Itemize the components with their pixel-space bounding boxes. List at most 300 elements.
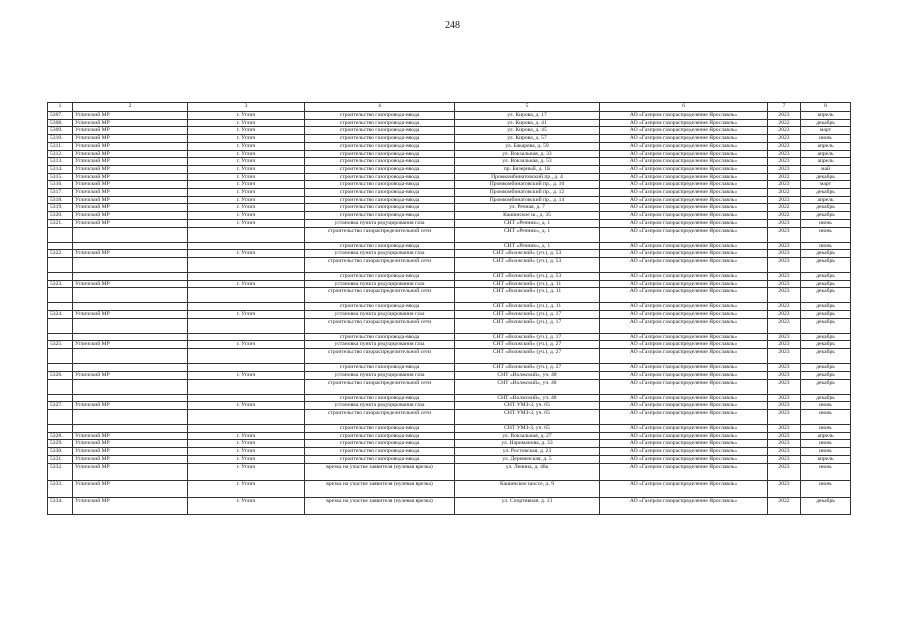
table-row [48,379,851,394]
address-cell: ул. Кирова, д. 17 [455,112,600,120]
table-row [48,212,851,220]
month-cell: декабрь [801,311,851,319]
year-cell: 2023 [768,250,801,258]
municipality-cell: Угличский МР [73,212,188,220]
address-cell: ул. Речная, д. 7 [455,204,600,212]
month-cell: декабрь [801,364,851,372]
table-row [48,455,851,463]
row-number-cell: 5332. [48,463,73,480]
municipality-cell [73,379,188,394]
month-cell: март [801,127,851,135]
settlement-cell [188,364,305,372]
header-cell: 8 [801,103,851,112]
settlement-cell: г. Углич [188,371,305,379]
address-cell: СНТ «Волжский» (уч.), д. 11 [455,288,600,303]
row-number-cell: 5333. [48,480,73,497]
row-number-cell: 5330. [48,448,73,456]
settlement-cell: г. Углич [188,173,305,181]
address-cell: СНТ «Волжский» (уч.), д. 17 [455,311,600,319]
month-cell: март [801,181,851,189]
month-cell: декабрь [801,204,851,212]
address-cell: СНТ «Волжский» (уч.), д. 17 [455,318,600,333]
year-cell: 2023 [768,142,801,150]
address-cell: Промкомбинатовский пр., д. 4 [455,173,600,181]
organization-cell: АО «Газпром газораспределение Ярославль» [600,448,768,456]
address-cell: СНТ «Волжский» (уч.), д. 53 [455,272,600,280]
year-cell: 2023 [768,455,801,463]
year-cell: 2023 [768,112,801,120]
municipality-cell [73,227,188,242]
year-cell: 2023 [768,303,801,311]
address-cell: ул. Спортивная, д. 13 [455,497,600,514]
row-number-cell [48,333,73,341]
month-cell: июнь [801,440,851,448]
table-row [48,341,851,349]
settlement-cell: г. Углич [188,250,305,258]
table-row [48,333,851,341]
header-cell: 1 [48,103,73,112]
month-cell: декабрь [801,272,851,280]
organization-cell: АО «Газпром газораспределение Ярославль» [600,402,768,410]
settlement-cell: г. Углич [188,497,305,514]
municipality-cell: Угличский МР [73,219,188,227]
organization-cell: АО «Газпром газораспределение Ярославль» [600,341,768,349]
header-row [48,103,851,112]
month-cell: декабрь [801,212,851,220]
organization-cell: АО «Газпром газораспределение Ярославль» [600,119,768,127]
address-cell: СНТ «Волжский» (уч.), д. 11 [455,303,600,311]
settlement-cell [188,272,305,280]
work-type-cell: строительство газопровода-ввода [305,127,455,135]
address-cell: Промкомбинатовский пр., д. 12 [455,189,600,197]
work-type-cell: установка пункта редуцирования газа [305,371,455,379]
row-number-cell: 5331. [48,455,73,463]
month-cell: апрель [801,158,851,166]
settlement-cell: г. Углич [188,212,305,220]
work-type-cell: строительство газопровода-ввода [305,135,455,143]
month-cell: июнь [801,424,851,432]
work-type-cell: строительство газопровода-ввода [305,448,455,456]
municipality-cell [73,364,188,372]
settlement-cell [188,257,305,272]
work-type-cell: строительство газопровода-ввода [305,150,455,158]
year-cell: 2023 [768,463,801,480]
organization-cell: АО «Газпром газораспределение Ярославль» [600,303,768,311]
work-type-cell: строительство газораспределительной сети [305,379,455,394]
register-table [47,102,851,515]
organization-cell: АО «Газпром газораспределение Ярославль» [600,311,768,319]
row-number-cell [48,349,73,364]
month-cell: декабрь [801,371,851,379]
work-type-cell: строительство газопровода-ввода [305,119,455,127]
work-type-cell: строительство газораспределительной сети [305,227,455,242]
settlement-cell: г. Углич [188,455,305,463]
row-number-cell [48,288,73,303]
address-cell: ул. Кирова, д. 45 [455,127,600,135]
table-row [48,158,851,166]
settlement-cell [188,303,305,311]
table-body [48,103,851,515]
year-cell: 2023 [768,165,801,173]
table-row [48,242,851,250]
year-cell: 2022 [768,212,801,220]
municipality-cell: Угличский МР [73,463,188,480]
work-type-cell: установка пункта редуцирования газа [305,311,455,319]
work-type-cell: строительство газопровода-ввода [305,173,455,181]
municipality-cell: Угличский МР [73,448,188,456]
settlement-cell [188,242,305,250]
table-row [48,189,851,197]
work-type-cell: строительство газопровода-ввода [305,196,455,204]
row-number-cell [48,424,73,432]
year-cell: 2023 [768,364,801,372]
row-number-cell [48,272,73,280]
month-cell: декабрь [801,379,851,394]
organization-cell: АО «Газпром газораспределение Ярославль» [600,288,768,303]
organization-cell: АО «Газпром газораспределение Ярославль» [600,112,768,120]
settlement-cell [188,288,305,303]
organization-cell: АО «Газпром газораспределение Ярославль» [600,409,768,424]
municipality-cell [73,242,188,250]
month-cell: июнь [801,135,851,143]
year-cell: 2022 [768,189,801,197]
row-number-cell: 5307. [48,112,73,120]
header-cell: 4 [305,103,455,112]
work-type-cell: установка пункта редуцирования газа [305,402,455,410]
year-cell: 2023 [768,349,801,364]
table-row [48,150,851,158]
year-cell: 2023 [768,196,801,204]
month-cell: декабрь [801,173,851,181]
year-cell: 2023 [768,333,801,341]
year-cell: 2022 [768,204,801,212]
year-cell: 2023 [768,371,801,379]
table-row [48,394,851,402]
month-cell: декабрь [801,189,851,197]
table-row [48,432,851,440]
work-type-cell: строительство газораспределительной сети [305,318,455,333]
work-type-cell: врезка на участке заявителя (нулевая врезка) [305,463,455,480]
address-cell: Кашинское шоссе, д. 9 [455,480,600,497]
organization-cell: АО «Газпром газораспределение Ярославль» [600,127,768,135]
municipality-cell: Угличский МР [73,280,188,288]
organization-cell: АО «Газпром газораспределение Ярославль» [600,463,768,480]
address-cell: СНТ «Волжский» (уч.), д. 27 [455,341,600,349]
row-number-cell [48,318,73,333]
year-cell: 2023 [768,424,801,432]
address-cell: СНТ «Волжский» (уч.), д. 27 [455,364,600,372]
table-row [48,463,851,480]
organization-cell: АО «Газпром газораспределение Ярославль» [600,204,768,212]
settlement-cell: г. Углич [188,112,305,120]
address-cell: СНТ «Волжский» (уч.), д. 27 [455,349,600,364]
work-type-cell: строительство газопровода-ввода [305,189,455,197]
settlement-cell: г. Углич [188,480,305,497]
month-cell: декабрь [801,497,851,514]
table-row [48,303,851,311]
organization-cell: АО «Газпром газораспределение Ярославль» [600,497,768,514]
year-cell: 2022 [768,119,801,127]
municipality-cell: Угличский МР [73,150,188,158]
month-cell: апрель [801,196,851,204]
municipality-cell: Угличский МР [73,497,188,514]
year-cell: 2023 [768,379,801,394]
month-cell: июнь [801,242,851,250]
month-cell: апрель [801,142,851,150]
organization-cell: АО «Газпром газораспределение Ярославль» [600,318,768,333]
address-cell: СНТ УМЗ-3, уч. 65 [455,409,600,424]
organization-cell: АО «Газпром газораспределение Ярославль» [600,135,768,143]
address-cell: ул. Вокзальная, д. 33 [455,150,600,158]
year-cell: 2023 [768,402,801,410]
work-type-cell: строительство газопровода-ввода [305,158,455,166]
organization-cell: АО «Газпром газораспределение Ярославль» [600,165,768,173]
settlement-cell: г. Углич [188,119,305,127]
row-number-cell: 5315. [48,173,73,181]
month-cell: декабрь [801,288,851,303]
work-type-cell: строительство газопровода-ввода [305,394,455,402]
year-cell: 2023 [768,480,801,497]
month-cell: апрель [801,432,851,440]
work-type-cell: строительство газопровода-ввода [305,432,455,440]
organization-cell: АО «Газпром газораспределение Ярославль» [600,196,768,204]
municipality-cell [73,303,188,311]
settlement-cell: г. Углич [188,448,305,456]
table-row [48,440,851,448]
organization-cell: АО «Газпром газораспределение Ярославль» [600,349,768,364]
work-type-cell: строительство газопровода-ввода [305,204,455,212]
month-cell: декабрь [801,349,851,364]
work-type-cell: установка пункта редуцирования газа [305,280,455,288]
organization-cell: АО «Газпром газораспределение Ярославль» [600,212,768,220]
work-type-cell: установка пункта редуцирования газа [305,341,455,349]
municipality-cell: Угличский МР [73,173,188,181]
address-cell: СНТ «Волжский» (уч.), д. 53 [455,257,600,272]
row-number-cell [48,394,73,402]
row-number-cell: 5329. [48,440,73,448]
address-cell: СНТ УМЗ-3, уч. 65 [455,424,600,432]
header-cell: 3 [188,103,305,112]
row-number-cell: 5310. [48,135,73,143]
settlement-cell: г. Углич [188,196,305,204]
row-number-cell: 5334. [48,497,73,514]
header-cell: 6 [600,103,768,112]
municipality-cell: Угличский МР [73,341,188,349]
row-number-cell: 5316. [48,181,73,189]
table-row [48,257,851,272]
municipality-cell: Угличский МР [73,250,188,258]
work-type-cell: строительство газораспределительной сети [305,288,455,303]
row-number-cell [48,364,73,372]
year-cell: 2023 [768,227,801,242]
year-cell: 2023 [768,448,801,456]
table-row [48,480,851,497]
work-type-cell: установка пункта редуцирования газа [305,250,455,258]
work-type-cell: врезка на участке заявителя (нулевая врезка) [305,497,455,514]
year-cell: 2023 [768,127,801,135]
work-type-cell: строительство газопровода-ввода [305,303,455,311]
work-type-cell: строительство газопровода-ввода [305,333,455,341]
row-number-cell [48,227,73,242]
municipality-cell: Угличский МР [73,189,188,197]
month-cell: декабрь [801,333,851,341]
year-cell: 2023 [768,272,801,280]
address-cell: ул. Ростовская, д. 23 [455,448,600,456]
work-type-cell: строительство газопровода-ввода [305,364,455,372]
row-number-cell: 5321. [48,219,73,227]
address-cell: СНТ УМЗ-3, уч. 65 [455,402,600,410]
municipality-cell: Угличский МР [73,181,188,189]
organization-cell: АО «Газпром газораспределение Ярославль» [600,440,768,448]
address-cell: ул. Ленина, д. 48а [455,463,600,480]
address-cell: СНТ «Речник», д. 1 [455,227,600,242]
address-cell: СНТ «Волжский», уч. 48 [455,394,600,402]
year-cell: 2023 [768,440,801,448]
municipality-cell: Угличский МР [73,432,188,440]
table-row [48,196,851,204]
municipality-cell: Угличский МР [73,119,188,127]
month-cell: декабрь [801,119,851,127]
address-cell: ул. Кирова, д. 57 [455,135,600,143]
settlement-cell [188,227,305,242]
municipality-cell: Угличский МР [73,455,188,463]
row-number-cell: 5318. [48,196,73,204]
table-row [48,424,851,432]
table-row [48,409,851,424]
settlement-cell: г. Углич [188,311,305,319]
year-cell: 2022 [768,497,801,514]
settlement-cell: г. Углич [188,402,305,410]
work-type-cell: строительство газопровода-ввода [305,455,455,463]
address-cell: Промкомбинатовский пр., д. 10 [455,181,600,189]
month-cell: апрель [801,455,851,463]
municipality-cell [73,409,188,424]
row-number-cell: 5312. [48,150,73,158]
year-cell: 2023 [768,432,801,440]
work-type-cell: строительство газопровода-ввода [305,112,455,120]
work-type-cell: врезка на участке заявителя (нулевая врезка) [305,480,455,497]
municipality-cell: Угличский МР [73,311,188,319]
table-row [48,311,851,319]
organization-cell: АО «Газпром газораспределение Ярославль» [600,424,768,432]
table-row [48,112,851,120]
table-row [48,371,851,379]
year-cell: 2023 [768,135,801,143]
organization-cell: АО «Газпром газораспределение Ярославль» [600,242,768,250]
year-cell: 2023 [768,257,801,272]
settlement-cell: г. Углич [188,463,305,480]
settlement-cell: г. Углич [188,150,305,158]
address-cell: Промкомбинатовский пр., д. 14 [455,196,600,204]
table-row [48,349,851,364]
table-row [48,402,851,410]
organization-cell: АО «Газпром газораспределение Ярославль» [600,394,768,402]
row-number-cell: 5308. [48,119,73,127]
organization-cell: АО «Газпром газораспределение Ярославль» [600,227,768,242]
row-number-cell: 5328. [48,432,73,440]
address-cell: ул. Нариманова, д. 33 [455,440,600,448]
row-number-cell [48,257,73,272]
month-cell: апрель [801,150,851,158]
year-cell: 2023 [768,318,801,333]
row-number-cell: 5323. [48,280,73,288]
month-cell: май [801,165,851,173]
address-cell: пр. Бизерный, д. 1Б [455,165,600,173]
organization-cell: АО «Газпром газораспределение Ярославль» [600,272,768,280]
year-cell: 2023 [768,280,801,288]
row-number-cell: 5325. [48,341,73,349]
table-row [48,135,851,143]
settlement-cell: г. Углич [188,189,305,197]
settlement-cell: г. Углич [188,135,305,143]
municipality-cell: Угличский МР [73,402,188,410]
municipality-cell: Угличский МР [73,135,188,143]
municipality-cell [73,257,188,272]
table-row [48,142,851,150]
row-number-cell: 5324. [48,311,73,319]
address-cell: СНТ «Волжский» (уч.), д. 53 [455,250,600,258]
header-cell: 2 [73,103,188,112]
month-cell: июнь [801,409,851,424]
organization-cell: АО «Газпром газораспределение Ярославль» [600,257,768,272]
year-cell: 2023 [768,219,801,227]
month-cell: декабрь [801,257,851,272]
settlement-cell: г. Углич [188,165,305,173]
table-row [48,219,851,227]
table-row [48,280,851,288]
work-type-cell: строительство газопровода-ввода [305,181,455,189]
work-type-cell: строительство газопровода-ввода [305,142,455,150]
municipality-cell: Угличский МР [73,112,188,120]
table-row [48,448,851,456]
organization-cell: АО «Газпром газораспределение Ярославль» [600,173,768,181]
row-number-cell: 5314. [48,165,73,173]
month-cell: апрель [801,112,851,120]
row-number-cell [48,303,73,311]
month-cell: декабрь [801,318,851,333]
organization-cell: АО «Газпром газораспределение Ярославль» [600,250,768,258]
year-cell: 2023 [768,341,801,349]
row-number-cell: 5326. [48,371,73,379]
municipality-cell: Угличский МР [73,371,188,379]
row-number-cell: 5309. [48,127,73,135]
row-number-cell [48,242,73,250]
municipality-cell [73,349,188,364]
address-cell: Кашинское ш., д. 35 [455,212,600,220]
municipality-cell: Угличский МР [73,165,188,173]
address-cell: ул. Вокзальная, д. 53 [455,158,600,166]
organization-cell: АО «Газпром газораспределение Ярославль» [600,142,768,150]
settlement-cell [188,394,305,402]
municipality-cell: Угличский МР [73,142,188,150]
table-row [48,250,851,258]
header-cell: 7 [768,103,801,112]
address-cell: ул. Вокзальная, д. 27 [455,432,600,440]
address-cell: СНТ «Волжский», уч. 48 [455,371,600,379]
table-row [48,318,851,333]
table-row [48,119,851,127]
settlement-cell: г. Углич [188,440,305,448]
table-row [48,204,851,212]
month-cell: июнь [801,402,851,410]
table-row [48,227,851,242]
work-type-cell: строительство газопровода-ввода [305,165,455,173]
address-cell: СНТ «Речник», д. 1 [455,219,600,227]
settlement-cell: г. Углич [188,432,305,440]
settlement-cell [188,424,305,432]
organization-cell: АО «Газпром газораспределение Ярославль» [600,333,768,341]
municipality-cell [73,394,188,402]
